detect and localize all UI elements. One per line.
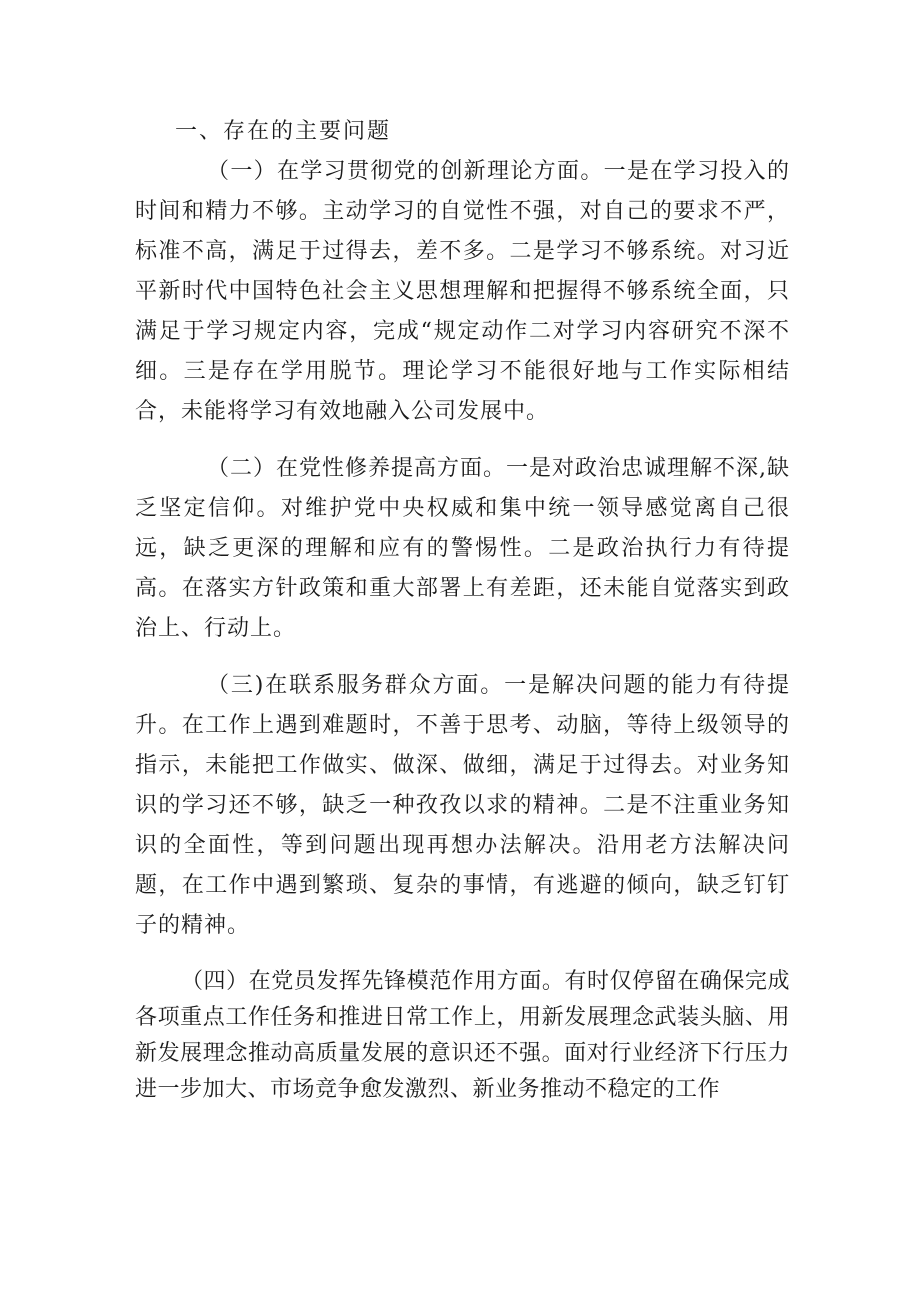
paragraph-vanguard-role: （四）在党员发挥先锋模范作用方面。有时仅停留在确保完成各项重点工作任务和推进日常工作上，用新发展理念武装头脑、用新发展理念推动高质量发展的意识还不强。面对行业经济下行压力进一步加大、市场竞争愈发激烈、新业务推动不稳定的工作	[135, 969, 790, 1102]
paragraph-party-spirit: （二）在党性修养提高方面。一是对政治忠诚理解不深,缺乏坚定信仰。对维护党中央权威和集中统一领导感觉离自己很远，缺乏更深的理解和应有的警惕性。二是政治执行力有待提高。在落实方针政策和重大部署上有差距，还未能自觉落实到政治上、行动上。	[135, 456, 790, 641]
paragraph-study-theory: （一）在学习贯彻党的创新理论方面。一是在学习投入的时间和精力不够。主动学习的自觉性不强，对自己的要求不严，标准不高，满足于过得去，差不多。二是学习不够系统。对习近平新时代中国特色社会主义思想理解和把握得不够系统全面，只满足于学习规定内容，完成“规定动作二对学习内容研究不深不细。三是存在学用脱节。理论学习不能很好地与工作实际相结合，未能将学习有效地融入公司发展中。	[135, 159, 790, 424]
document-body	[135, 112, 790, 1108]
section-heading: 一、存在的主要问题	[175, 119, 392, 144]
paragraph-serve-masses: （三)在联系服务群众方面。一是解决问题的能力有待提升。在工作上遇到难题时，不善于思考、动脑，等待上级领导的指示，未能把工作做实、做深、做细，满足于过得去。对业务知识的学习还不够，缺乏一种孜孜以求的精神。二是不注重业务知识的全面性，等到问题出现再想办法解决。沿用老方法解决问题，在工作中遇到繁琐、复杂的事情，有逃避的倾向，缺乏钉钉子的精神。	[135, 673, 790, 938]
